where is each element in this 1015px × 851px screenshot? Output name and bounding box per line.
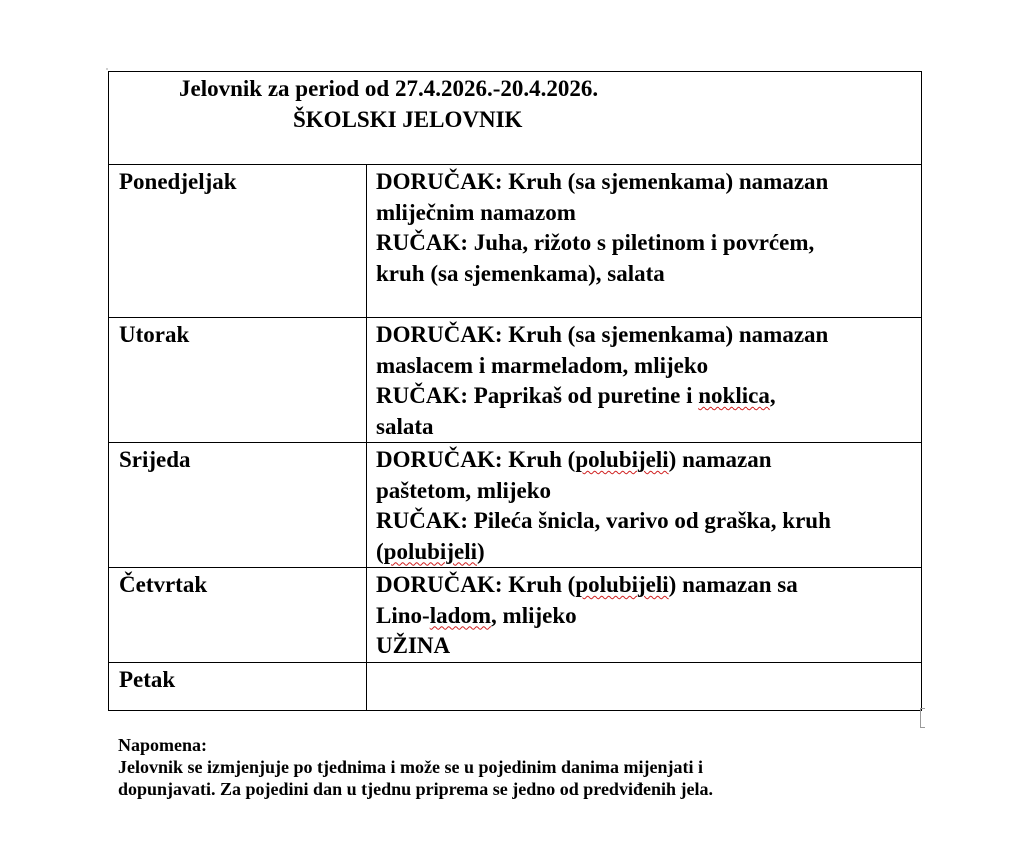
spellcheck-word[interactable]: noklica — [698, 383, 770, 408]
meal-line: kruh (sa sjemenkama), salata — [376, 260, 665, 286]
meal-line: maslacem i marmeladom, mlijeko — [376, 352, 709, 378]
note-heading: Napomena: — [118, 735, 207, 755]
meal-thursday — [367, 568, 922, 663]
spellcheck-word[interactable]: polubijeli — [575, 572, 669, 597]
note-text-line: Jelovnik se izmjenjuje po tjednima i može se u pojedinim danima mijenjati i — [118, 757, 703, 777]
meal-line — [376, 537, 915, 568]
text-cursor-marker — [920, 708, 925, 728]
menu-table — [108, 71, 922, 711]
note-text-line: dopunjavati. Za pojedini dan u tjednu priprema se jedno od predviđenih jela. — [118, 779, 713, 799]
spellcheck-word[interactable]: ladom — [429, 602, 492, 628]
meal-fragment: ) namazan sa — [668, 572, 798, 597]
meal-fragment: ) — [476, 538, 485, 564]
meal-line: DORUČAK: Kruh (sa sjemenkama) namazan — [376, 322, 829, 347]
meal-line: paštetom, mlijeko — [376, 477, 552, 503]
meal-tuesday — [367, 318, 922, 443]
meal-fragment: DORUČAK: Kruh ( — [376, 572, 576, 597]
table-row-friday — [109, 662, 922, 710]
menu-period-title: Jelovnik za period od 27.4.2026.-20.4.2026. — [179, 76, 599, 101]
header-row — [109, 72, 922, 165]
meal-line: mliječnim namazom — [376, 199, 576, 225]
meal-line: RUČAK: Juha, rižoto s piletinom i povrćem, — [376, 230, 815, 255]
spellcheck-word[interactable]: polubijeli — [575, 447, 669, 472]
table-row-tuesday — [109, 318, 922, 443]
table-row-thursday — [109, 568, 922, 663]
day-name-wednesday: Srijeda — [109, 443, 367, 568]
day-name-friday: Petak — [109, 662, 367, 710]
note-block — [118, 734, 838, 800]
day-name-tuesday: Utorak — [109, 318, 367, 443]
meal-fragment: Lino- — [376, 602, 430, 628]
meal-line — [376, 445, 915, 476]
meal-fragment: DORUČAK: Kruh ( — [376, 447, 576, 472]
meal-monday — [367, 165, 922, 318]
meal-friday[interactable] — [367, 662, 922, 710]
corner-marker — [106, 68, 108, 70]
meal-fragment: ) namazan — [668, 447, 772, 472]
menu-school-title: ŠKOLSKI JELOVNIK — [293, 107, 523, 132]
meal-line — [376, 601, 915, 632]
table-row-monday — [109, 165, 922, 318]
meal-line: UŽINA — [376, 633, 451, 658]
day-name-monday: Ponedjeljak — [109, 165, 367, 318]
meal-line: DORUČAK: Kruh (sa sjemenkama) namazan — [376, 169, 829, 194]
meal-line: salata — [376, 413, 434, 439]
title-cell — [109, 72, 922, 165]
meal-line — [376, 570, 915, 601]
meal-line — [376, 381, 915, 412]
meal-line: RUČAK: Pileća šnicla, varivo od graška, kruh — [376, 508, 831, 533]
table-row-wednesday — [109, 443, 922, 568]
meal-fragment: ( — [376, 538, 384, 564]
spellcheck-word[interactable]: polubijeli — [383, 538, 477, 564]
meal-fragment: , — [769, 383, 776, 408]
meal-wednesday — [367, 443, 922, 568]
day-name-thursday: Četvrtak — [109, 568, 367, 663]
meal-fragment: RUČAK: Paprikaš od puretine i — [376, 383, 699, 408]
meal-fragment: , mlijeko — [491, 602, 577, 628]
